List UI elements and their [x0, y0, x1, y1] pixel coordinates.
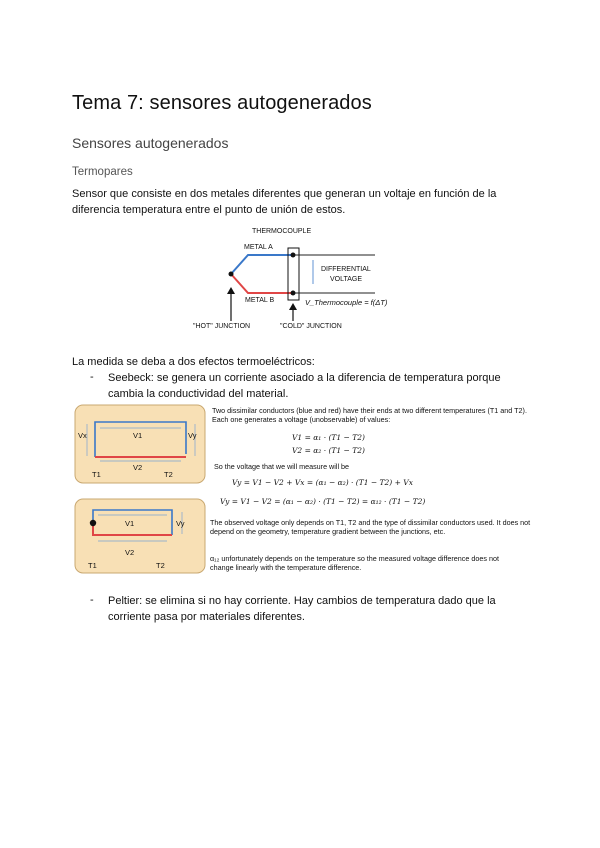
d1-vx: Vx — [78, 431, 87, 440]
section-heading: Sensores autogenerados — [72, 135, 229, 151]
explain-p2: So the voltage that we will measure will be — [214, 462, 350, 471]
thermocouple-figure — [215, 224, 390, 336]
formula-text: V_Thermocouple = f(ΔT) — [305, 298, 388, 307]
cold-junction-label: "COLD" JUNCTION — [280, 323, 342, 330]
seebeck-diagram-1 — [74, 404, 206, 484]
eq-v1: V1 = α₁ · (T1 − T2) — [292, 433, 365, 442]
page-title: Tema 7: sensores autogenerados — [72, 92, 372, 114]
metal-b-label: METAL B — [245, 297, 275, 304]
peltier-text: Peltier: se elimina si no hay corriente. Hay cambios de temperatura dado que la corriente pasa por materiales diferentes. — [108, 595, 496, 623]
metal-a-label: METAL A — [244, 244, 273, 251]
bullet-mark-seebeck: - — [90, 371, 94, 383]
voltage-label: VOLTAGE — [330, 276, 363, 283]
d2-v2: V2 — [125, 548, 135, 557]
explain-p4: α₁₂ unfortunately depends on the temperature so the measured voltage difference does not change linearly with the temperature difference. — [210, 554, 499, 573]
bullet-mark-peltier: - — [90, 594, 94, 606]
explain-p1: Two dissimilar conductors (blue and red) have their ends at two different temperatures (T1 and T2). Each one generates a voltage (unobservable) of values: — [212, 406, 527, 425]
explain-p3: The observed voltage only depends on T1, T2 and the type of dissimilar conductors used. It does not depend on the geometry, temperature gradient between the junctions, etc. — [210, 518, 531, 537]
hot-junction-label: "HOT" JUNCTION — [193, 323, 251, 330]
d2-t2: T2 — [156, 561, 165, 570]
cold-junction-dot-top — [291, 253, 296, 258]
d1-v2: V2 — [133, 463, 143, 472]
cold-junction-dot-bottom — [291, 291, 296, 296]
thermocouple-label: THERMOCOUPLE — [252, 228, 312, 235]
d2-v1: V1 — [125, 519, 135, 528]
d1-vy: Vy — [188, 431, 197, 440]
metal-a-wire — [231, 255, 293, 274]
metal-b-wire — [231, 274, 293, 293]
junction-dot — [90, 520, 96, 526]
d1-t1: T1 — [92, 470, 101, 479]
eq-vy-vx: Vy = V1 − V2 + Vx = (α₁ − α₂) · (T1 − T2) + Vx — [232, 478, 413, 487]
eq-vy: Vy = V1 − V2 = (α₁ − α₂) · (T1 − T2) = α₁₂ · (T1 − T2) — [220, 497, 426, 506]
d1-v1: V1 — [133, 431, 143, 440]
d2-t1: T1 — [88, 561, 97, 570]
d1-t2: T2 — [164, 470, 173, 479]
hot-arrow-head — [227, 287, 235, 294]
eq-v2: V2 = α₂ · (T1 − T2) — [292, 446, 365, 455]
d2-vy: Vy — [176, 519, 185, 528]
seebeck-text: Seebeck: se genera un corriente asociado a la diferencia de temperatura porque cambia la conductividad del material. — [108, 372, 501, 400]
effects-intro: La medida se deba a dos efectos termoeléctricos: — [72, 356, 315, 368]
differential-label: DIFFERENTIAL — [321, 266, 371, 273]
intro-paragraph: Sensor que consiste en dos metales diferentes que generan un voltaje en función de la diferencia temperatura entre el punto de unión de estos. — [72, 188, 497, 216]
seebeck-diagram-2 — [74, 498, 206, 574]
hot-junction-dot — [229, 272, 234, 277]
subsection-heading: Termopares — [72, 166, 133, 178]
cold-arrow-head — [289, 303, 297, 310]
